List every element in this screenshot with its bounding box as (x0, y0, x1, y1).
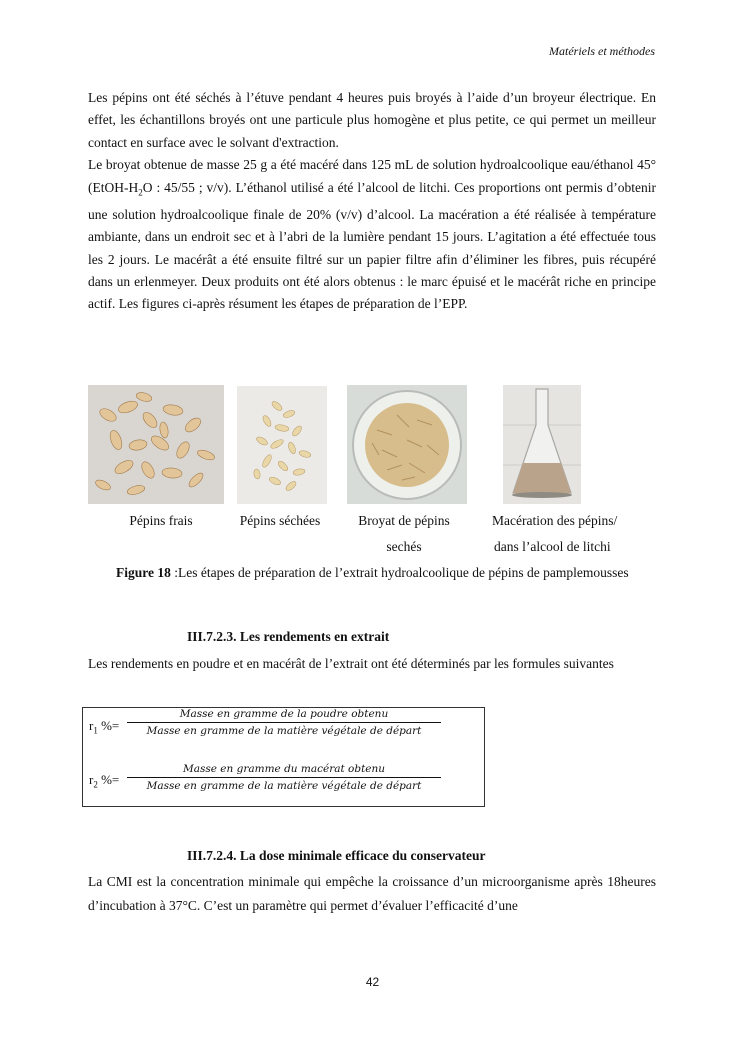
photo-dried-seeds (237, 386, 327, 504)
section-text-dose: La CMI est la concentration minimale qui empêche la croissance d’un microorganisme après 18heures d’incubation à 37°C. C’est un paramètre qui permet d’évaluer l’efficacité d’une (88, 874, 656, 913)
figure-caption: Figure 18 :Les étapes de préparation de l’extrait hydroalcoolique de pépins de pamplemousses (116, 565, 629, 580)
formula-r2-label: $r_2$ %= (89, 772, 120, 790)
page-number: 42 (365, 975, 380, 989)
section-heading-dose: III.7.2.4. La dose minimale efficace du conservateur (187, 848, 486, 863)
figure-label: Figure 18 (116, 565, 171, 580)
section-heading-rendements: III.7.2.3. Les rendements en extrait (187, 629, 390, 644)
photo-ground-seeds (347, 385, 467, 504)
formula-r1-fraction: Masse en gramme de la poudre obtenu Masse en gramme de la matière végétale de départ (127, 708, 441, 737)
running-header: Matériels et méthodes (549, 44, 655, 58)
caption-fresh-seeds: Pépins frais (129, 513, 193, 528)
paragraph-drying: Les pépins ont été séchés à l’étuve pendant 4 heures puis broyés à l’aide d’un broyeur électrique. En effet, les échantillons broyés ont une particule plus homogène et plus petite, ce qui permet un meilleur contact en surface avec le solvant d'extraction. (88, 90, 656, 150)
body-text (88, 87, 656, 316)
caption-dried-seeds: Pépins séchées (239, 513, 321, 528)
caption-maceration: Macération des pépins/ dans l’alcool de litchi (492, 513, 618, 554)
photo-fresh-seeds (88, 385, 224, 504)
photo-maceration-flask (503, 385, 581, 504)
formula-r2-fraction: Masse en gramme du macérat obtenu Masse en gramme de la matière végétale de départ (127, 763, 441, 792)
paragraph-maceration: Le broyat obtenue de masse 25 g a été macéré dans 125 mL de solution hydroalcoolique eau/éthanol 45° ($EtOH-H_2O$ : 45/55 ; v/v). L’éthanol utilisé a été l’alcool de litchi. Ces proportions ont permis d’obtenir une solution hydroalcoolique finale de 20% (v/v) d’alcool. La macération a été réalisée à température ambiante, dans un endroit sec et à l’abri de la lumière pendant 15 jours. L’agitation a été effectuée tous les 2 jours. Le macérât a été ensuite filtré sur un papier filtre afin d’éliminer les fibres, puis récupéré dans un erlenmeyer. Deux produits ont été alors obtenus : le marc épuisé et le macérât riche en principe actif. Les figures ci-après résument les étapes de préparation de l’EPP. (88, 157, 656, 312)
section-intro-rendements: Les rendements en poudre et en macérât de l’extrait ont été déterminés par les formules suivantes (88, 656, 614, 671)
caption-ground-seeds: Broyat de pépins sechés (358, 513, 450, 554)
formula-r1-label: $r_1$ %= (89, 718, 120, 736)
formula-box (82, 707, 485, 807)
